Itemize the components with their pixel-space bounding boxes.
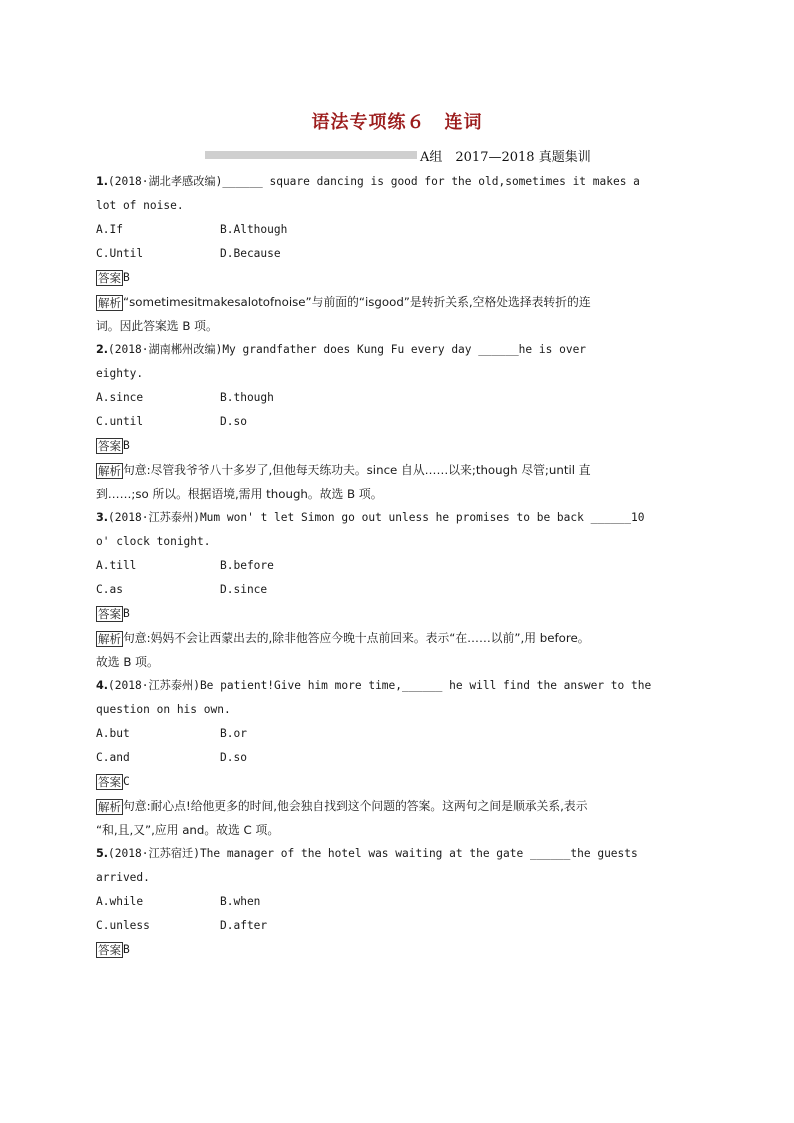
question-stem-line: eighty. (96, 367, 144, 380)
question-stem-line: (2018·江苏泰州)Be patient!Give him more time,______ he will find the answer to the (108, 679, 652, 692)
analysis-text: 到……;so 所以。根据语境,需用 though。故选 B 项。 (96, 487, 383, 501)
analysis-block (96, 458, 696, 506)
option-d: D.so (220, 415, 247, 428)
question-list (96, 170, 696, 962)
option-a: A.since (96, 391, 144, 404)
options-row (96, 578, 696, 602)
options-row (96, 890, 696, 914)
options-row (96, 722, 696, 746)
option-b: B.though (220, 391, 274, 404)
question-1 (96, 170, 696, 338)
answer-value: B (123, 607, 130, 620)
answer-value: B (123, 439, 130, 452)
option-a: A.while (96, 895, 144, 908)
answer-tag: 答案 (98, 775, 121, 789)
option-c: C.Until (96, 247, 144, 260)
page-title: 语法专项练６ 连词 (311, 112, 483, 133)
answer-value: B (123, 271, 130, 284)
question-number: 3. (96, 511, 109, 524)
analysis-block (96, 290, 696, 338)
analysis-text: 词。因此答案选 B 项。 (96, 319, 218, 333)
analysis-text: 句意:尽管我爷爷八十多岁了,但他每天练功夫。since 自从……以来;though 尽管;until 直 (123, 463, 591, 477)
question-2 (96, 338, 696, 506)
question-stem-line: (2018·湖南郴州改编)My grandfather does Kung Fu every day ______he is over (108, 343, 587, 356)
option-c: C.as (96, 583, 123, 596)
question-number: 5. (96, 847, 109, 860)
question-number: 4. (96, 679, 109, 692)
option-a: A.If (96, 223, 123, 236)
question-number: 1. (96, 175, 109, 188)
question-stem-line: (2018·江苏宿迁)The manager of the hotel was waiting at the gate ______the guests (108, 847, 638, 860)
analysis-tag: 解析 (98, 799, 121, 814)
analysis-block (96, 794, 696, 842)
option-b: B.before (220, 559, 274, 572)
answer-row (96, 434, 696, 458)
options-row (96, 410, 696, 434)
question-stem-line: (2018·湖北孝感改编)______ square dancing is good for the old,sometimes it makes a (108, 175, 640, 188)
answer-tag: 答案 (98, 607, 121, 621)
question-4 (96, 674, 696, 842)
option-d: D.Because (220, 247, 281, 260)
option-d: D.since (220, 583, 268, 596)
question-stem-line: lot of noise. (96, 199, 184, 212)
options-row (96, 242, 696, 266)
option-d: D.so (220, 751, 247, 764)
answer-row (96, 770, 696, 794)
options-row (96, 218, 696, 242)
options-row (96, 554, 696, 578)
option-c: C.and (96, 751, 130, 764)
answer-row (96, 266, 696, 290)
question-stem-line: arrived. (96, 871, 150, 884)
option-b: B.or (220, 727, 247, 740)
question-stem-line: (2018·江苏泰州)Mum won' t let Simon go out unless he promises to be back ______10 (108, 511, 645, 524)
section-header (205, 146, 591, 164)
section-header-text: A组 2017—2018 真题集训 (420, 149, 591, 165)
analysis-tag: 解析 (98, 295, 121, 310)
analysis-block (96, 626, 696, 674)
answer-tag: 答案 (98, 439, 121, 453)
option-a: A.but (96, 727, 130, 740)
option-d: D.after (220, 919, 268, 932)
analysis-tag: 解析 (98, 631, 121, 646)
option-c: C.unless (96, 919, 150, 932)
options-row (96, 386, 696, 410)
answer-row (96, 938, 696, 962)
answer-row (96, 602, 696, 626)
analysis-text: 句意:耐心点!给他更多的时间,他会独自找到这个问题的答案。这两句之间是顺承关系,表示 (123, 799, 588, 813)
analysis-tag: 解析 (98, 463, 121, 478)
analysis-text: “sometimesitmakesalotofnoise”与前面的“isgood”是转折关系,空格处选择表转折的连 (123, 295, 591, 309)
answer-value: B (123, 943, 130, 956)
analysis-text: “和,且,又”,应用 and。故选 C 项。 (96, 823, 280, 837)
option-c: C.until (96, 415, 144, 428)
options-row (96, 914, 696, 938)
analysis-text: 故选 B 项。 (96, 655, 159, 669)
question-3 (96, 506, 696, 674)
option-b: B.Although (220, 223, 288, 236)
analysis-text: 句意:妈妈不会让西蒙出去的,除非他答应今晚十点前回来。表示“在……以前”,用 before。 (123, 631, 590, 645)
question-number: 2. (96, 343, 109, 356)
options-row (96, 746, 696, 770)
question-5 (96, 842, 696, 962)
option-b: B.when (220, 895, 261, 908)
option-a: A.till (96, 559, 137, 572)
question-stem-line: question on his own. (96, 703, 231, 716)
section-bar-decoration (205, 151, 417, 159)
answer-tag: 答案 (98, 271, 121, 285)
question-stem-line: o' clock tonight. (96, 535, 211, 548)
answer-value: C (123, 775, 130, 788)
answer-tag: 答案 (98, 943, 121, 957)
